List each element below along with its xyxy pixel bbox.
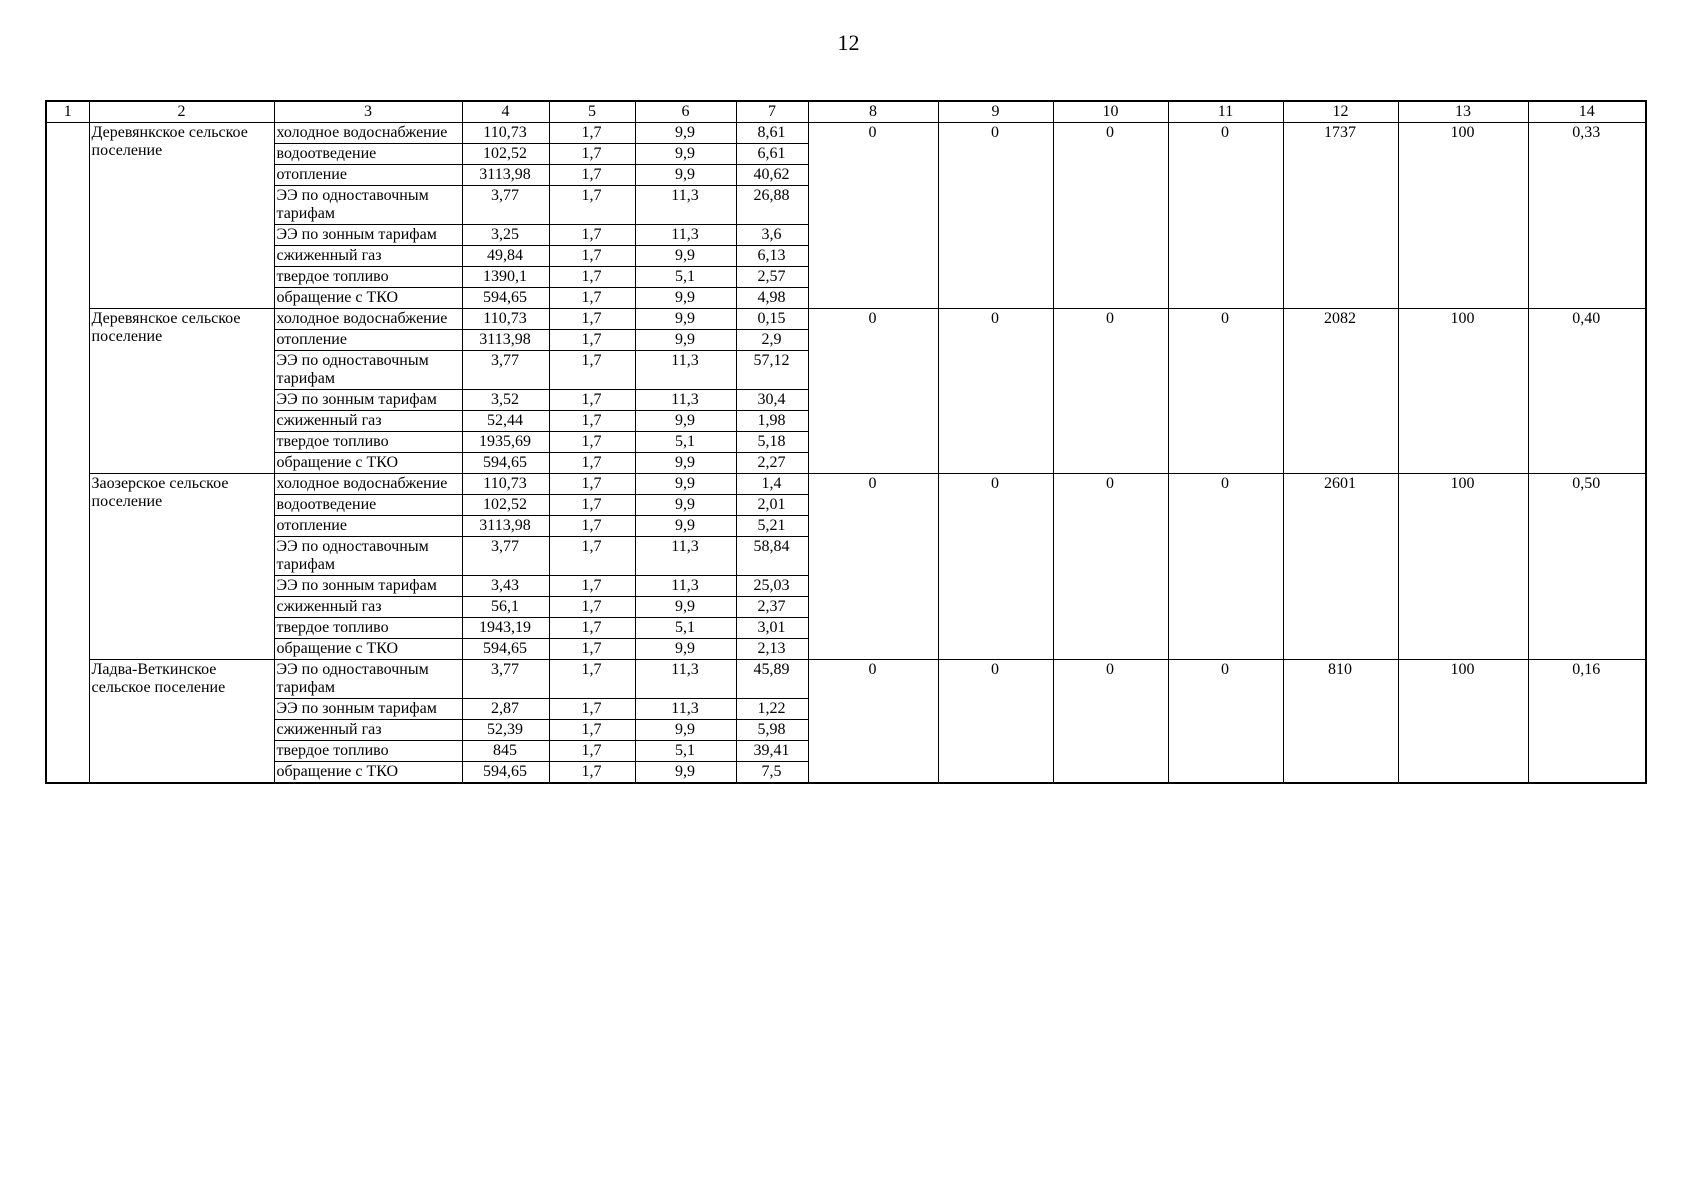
col5-value: 1,7 bbox=[549, 597, 635, 618]
table-row bbox=[46, 309, 1646, 330]
col10-value: 0 bbox=[1053, 309, 1168, 474]
col6-value: 9,9 bbox=[635, 597, 736, 618]
col11-value: 0 bbox=[1168, 309, 1283, 474]
col6-value: 9,9 bbox=[635, 165, 736, 186]
col4-value: 594,65 bbox=[462, 762, 549, 784]
header-cell: 9 bbox=[938, 101, 1053, 123]
row-number-cell bbox=[46, 123, 89, 784]
col4-value: 1935,69 bbox=[462, 432, 549, 453]
service-name: холодное водоснабжение bbox=[274, 474, 462, 495]
col6-value: 11,3 bbox=[635, 390, 736, 411]
col6-value: 9,9 bbox=[635, 309, 736, 330]
col5-value: 1,7 bbox=[549, 225, 635, 246]
header-cell: 3 bbox=[274, 101, 462, 123]
header-cell: 10 bbox=[1053, 101, 1168, 123]
col11-value: 0 bbox=[1168, 660, 1283, 784]
col6-value: 9,9 bbox=[635, 453, 736, 474]
col4-value: 594,65 bbox=[462, 639, 549, 660]
service-name: водоотведение bbox=[274, 495, 462, 516]
col7-value: 40,62 bbox=[736, 165, 808, 186]
header-row bbox=[46, 101, 1646, 123]
settlement-name: Деревянкское сельское поселение bbox=[89, 123, 274, 309]
col6-value: 11,3 bbox=[635, 576, 736, 597]
table-row bbox=[46, 123, 1646, 144]
header-cell: 4 bbox=[462, 101, 549, 123]
col12-value: 810 bbox=[1283, 660, 1398, 784]
col9-value: 0 bbox=[938, 123, 1053, 309]
col7-value: 0,15 bbox=[736, 309, 808, 330]
col7-value: 4,98 bbox=[736, 288, 808, 309]
col6-value: 9,9 bbox=[635, 144, 736, 165]
service-name: сжиженный газ bbox=[274, 597, 462, 618]
col6-value: 9,9 bbox=[635, 762, 736, 784]
col7-value: 5,21 bbox=[736, 516, 808, 537]
service-name: сжиженный газ bbox=[274, 411, 462, 432]
col6-value: 11,3 bbox=[635, 225, 736, 246]
col7-value: 25,03 bbox=[736, 576, 808, 597]
col9-value: 0 bbox=[938, 309, 1053, 474]
col5-value: 1,7 bbox=[549, 495, 635, 516]
col4-value: 3113,98 bbox=[462, 330, 549, 351]
col5-value: 1,7 bbox=[549, 474, 635, 495]
settlement-name: Заозерское сельское поселение bbox=[89, 474, 274, 660]
header-cell: 1 bbox=[46, 101, 89, 123]
col5-value: 1,7 bbox=[549, 165, 635, 186]
col4-value: 110,73 bbox=[462, 123, 549, 144]
col5-value: 1,7 bbox=[549, 537, 635, 576]
col8-value: 0 bbox=[808, 660, 938, 784]
col12-value: 2601 bbox=[1283, 474, 1398, 660]
col5-value: 1,7 bbox=[549, 309, 635, 330]
service-name: сжиженный газ bbox=[274, 246, 462, 267]
service-name: ЭЭ по одноставочным тарифам bbox=[274, 660, 462, 699]
table-row bbox=[46, 660, 1646, 699]
col10-value: 0 bbox=[1053, 123, 1168, 309]
col13-value: 100 bbox=[1398, 474, 1528, 660]
col7-value: 30,4 bbox=[736, 390, 808, 411]
service-name: ЭЭ по зонным тарифам bbox=[274, 699, 462, 720]
col4-value: 3113,98 bbox=[462, 165, 549, 186]
col5-value: 1,7 bbox=[549, 411, 635, 432]
col4-value: 110,73 bbox=[462, 474, 549, 495]
col5-value: 1,7 bbox=[549, 660, 635, 699]
col6-value: 9,9 bbox=[635, 474, 736, 495]
col7-value: 2,13 bbox=[736, 639, 808, 660]
service-name: твердое топливо bbox=[274, 432, 462, 453]
col7-value: 2,57 bbox=[736, 267, 808, 288]
col6-value: 5,1 bbox=[635, 432, 736, 453]
col7-value: 6,13 bbox=[736, 246, 808, 267]
settlement-name: Деревянское сельское поселение bbox=[89, 309, 274, 474]
col5-value: 1,7 bbox=[549, 516, 635, 537]
col4-value: 3,77 bbox=[462, 537, 549, 576]
col14-value: 0,50 bbox=[1528, 474, 1646, 660]
col5-value: 1,7 bbox=[549, 144, 635, 165]
service-name: ЭЭ по одноставочным тарифам bbox=[274, 186, 462, 225]
col7-value: 2,37 bbox=[736, 597, 808, 618]
col4-value: 594,65 bbox=[462, 453, 549, 474]
col6-value: 11,3 bbox=[635, 537, 736, 576]
service-name: ЭЭ по зонным тарифам bbox=[274, 390, 462, 411]
col4-value: 3,77 bbox=[462, 660, 549, 699]
col7-value: 3,6 bbox=[736, 225, 808, 246]
col4-value: 3,25 bbox=[462, 225, 549, 246]
service-name: ЭЭ по зонным тарифам bbox=[274, 576, 462, 597]
col13-value: 100 bbox=[1398, 309, 1528, 474]
service-name: обращение с ТКО bbox=[274, 288, 462, 309]
header-cell: 6 bbox=[635, 101, 736, 123]
col5-value: 1,7 bbox=[549, 741, 635, 762]
col7-value: 5,98 bbox=[736, 720, 808, 741]
col6-value: 9,9 bbox=[635, 330, 736, 351]
col4-value: 52,39 bbox=[462, 720, 549, 741]
col6-value: 9,9 bbox=[635, 288, 736, 309]
col4-value: 3,43 bbox=[462, 576, 549, 597]
col6-value: 9,9 bbox=[635, 411, 736, 432]
col14-value: 0,40 bbox=[1528, 309, 1646, 474]
col7-value: 1,22 bbox=[736, 699, 808, 720]
service-name: твердое топливо bbox=[274, 618, 462, 639]
col7-value: 39,41 bbox=[736, 741, 808, 762]
col12-value: 1737 bbox=[1283, 123, 1398, 309]
service-name: водоотведение bbox=[274, 144, 462, 165]
service-name: ЭЭ по зонным тарифам bbox=[274, 225, 462, 246]
service-name: отопление bbox=[274, 330, 462, 351]
col4-value: 3,77 bbox=[462, 351, 549, 390]
col4-value: 56,1 bbox=[462, 597, 549, 618]
col6-value: 5,1 bbox=[635, 618, 736, 639]
col6-value: 9,9 bbox=[635, 123, 736, 144]
col5-value: 1,7 bbox=[549, 351, 635, 390]
col7-value: 45,89 bbox=[736, 660, 808, 699]
table-body bbox=[46, 101, 1646, 783]
col5-value: 1,7 bbox=[549, 330, 635, 351]
col4-value: 3,52 bbox=[462, 390, 549, 411]
col7-value: 7,5 bbox=[736, 762, 808, 784]
col11-value: 0 bbox=[1168, 474, 1283, 660]
col7-value: 3,01 bbox=[736, 618, 808, 639]
service-name: твердое топливо bbox=[274, 741, 462, 762]
service-name: ЭЭ по одноставочным тарифам bbox=[274, 537, 462, 576]
col6-value: 9,9 bbox=[635, 516, 736, 537]
col7-value: 2,01 bbox=[736, 495, 808, 516]
col4-value: 1943,19 bbox=[462, 618, 549, 639]
col6-value: 11,3 bbox=[635, 351, 736, 390]
header-cell: 2 bbox=[89, 101, 274, 123]
col4-value: 52,44 bbox=[462, 411, 549, 432]
col6-value: 5,1 bbox=[635, 267, 736, 288]
service-name: обращение с ТКО bbox=[274, 762, 462, 784]
col6-value: 9,9 bbox=[635, 639, 736, 660]
col5-value: 1,7 bbox=[549, 246, 635, 267]
col7-value: 2,27 bbox=[736, 453, 808, 474]
col14-value: 0,16 bbox=[1528, 660, 1646, 784]
header-cell: 8 bbox=[808, 101, 938, 123]
col5-value: 1,7 bbox=[549, 186, 635, 225]
col4-value: 594,65 bbox=[462, 288, 549, 309]
col4-value: 102,52 bbox=[462, 495, 549, 516]
service-name: обращение с ТКО bbox=[274, 639, 462, 660]
col5-value: 1,7 bbox=[549, 576, 635, 597]
service-name: сжиженный газ bbox=[274, 720, 462, 741]
col14-value: 0,33 bbox=[1528, 123, 1646, 309]
col6-value: 11,3 bbox=[635, 660, 736, 699]
service-name: твердое топливо bbox=[274, 267, 462, 288]
col10-value: 0 bbox=[1053, 474, 1168, 660]
header-cell: 12 bbox=[1283, 101, 1398, 123]
col7-value: 2,9 bbox=[736, 330, 808, 351]
col5-value: 1,7 bbox=[549, 390, 635, 411]
col7-value: 5,18 bbox=[736, 432, 808, 453]
col4-value: 2,87 bbox=[462, 699, 549, 720]
header-cell: 7 bbox=[736, 101, 808, 123]
col7-value: 26,88 bbox=[736, 186, 808, 225]
col7-value: 57,12 bbox=[736, 351, 808, 390]
service-name: ЭЭ по одноставочным тарифам bbox=[274, 351, 462, 390]
col4-value: 49,84 bbox=[462, 246, 549, 267]
col8-value: 0 bbox=[808, 309, 938, 474]
service-name: холодное водоснабжение bbox=[274, 123, 462, 144]
col5-value: 1,7 bbox=[549, 618, 635, 639]
col5-value: 1,7 bbox=[549, 432, 635, 453]
header-cell: 13 bbox=[1398, 101, 1528, 123]
col5-value: 1,7 bbox=[549, 762, 635, 784]
col13-value: 100 bbox=[1398, 123, 1528, 309]
service-name: отопление bbox=[274, 165, 462, 186]
col6-value: 9,9 bbox=[635, 495, 736, 516]
col5-value: 1,7 bbox=[549, 720, 635, 741]
header-cell: 5 bbox=[549, 101, 635, 123]
service-name: обращение с ТКО bbox=[274, 453, 462, 474]
col9-value: 0 bbox=[938, 474, 1053, 660]
col5-value: 1,7 bbox=[549, 123, 635, 144]
col11-value: 0 bbox=[1168, 123, 1283, 309]
col8-value: 0 bbox=[808, 474, 938, 660]
col6-value: 9,9 bbox=[635, 720, 736, 741]
col7-value: 6,61 bbox=[736, 144, 808, 165]
col5-value: 1,7 bbox=[549, 288, 635, 309]
col7-value: 8,61 bbox=[736, 123, 808, 144]
service-name: отопление bbox=[274, 516, 462, 537]
col10-value: 0 bbox=[1053, 660, 1168, 784]
service-name: холодное водоснабжение bbox=[274, 309, 462, 330]
table-row bbox=[46, 474, 1646, 495]
col13-value: 100 bbox=[1398, 660, 1528, 784]
col4-value: 110,73 bbox=[462, 309, 549, 330]
col7-value: 58,84 bbox=[736, 537, 808, 576]
col12-value: 2082 bbox=[1283, 309, 1398, 474]
col5-value: 1,7 bbox=[549, 267, 635, 288]
col8-value: 0 bbox=[808, 123, 938, 309]
col5-value: 1,7 bbox=[549, 639, 635, 660]
col7-value: 1,98 bbox=[736, 411, 808, 432]
col7-value: 1,4 bbox=[736, 474, 808, 495]
col9-value: 0 bbox=[938, 660, 1053, 784]
data-table bbox=[45, 100, 1647, 784]
header-cell: 11 bbox=[1168, 101, 1283, 123]
col6-value: 11,3 bbox=[635, 186, 736, 225]
col4-value: 1390,1 bbox=[462, 267, 549, 288]
col6-value: 11,3 bbox=[635, 699, 736, 720]
header-cell: 14 bbox=[1528, 101, 1646, 123]
col4-value: 3113,98 bbox=[462, 516, 549, 537]
page-number: 12 bbox=[837, 30, 860, 55]
col4-value: 3,77 bbox=[462, 186, 549, 225]
col6-value: 5,1 bbox=[635, 741, 736, 762]
col5-value: 1,7 bbox=[549, 699, 635, 720]
settlement-name: Ладва-Веткинское сельское поселение bbox=[89, 660, 274, 784]
col6-value: 9,9 bbox=[635, 246, 736, 267]
col4-value: 102,52 bbox=[462, 144, 549, 165]
col5-value: 1,7 bbox=[549, 453, 635, 474]
col4-value: 845 bbox=[462, 741, 549, 762]
